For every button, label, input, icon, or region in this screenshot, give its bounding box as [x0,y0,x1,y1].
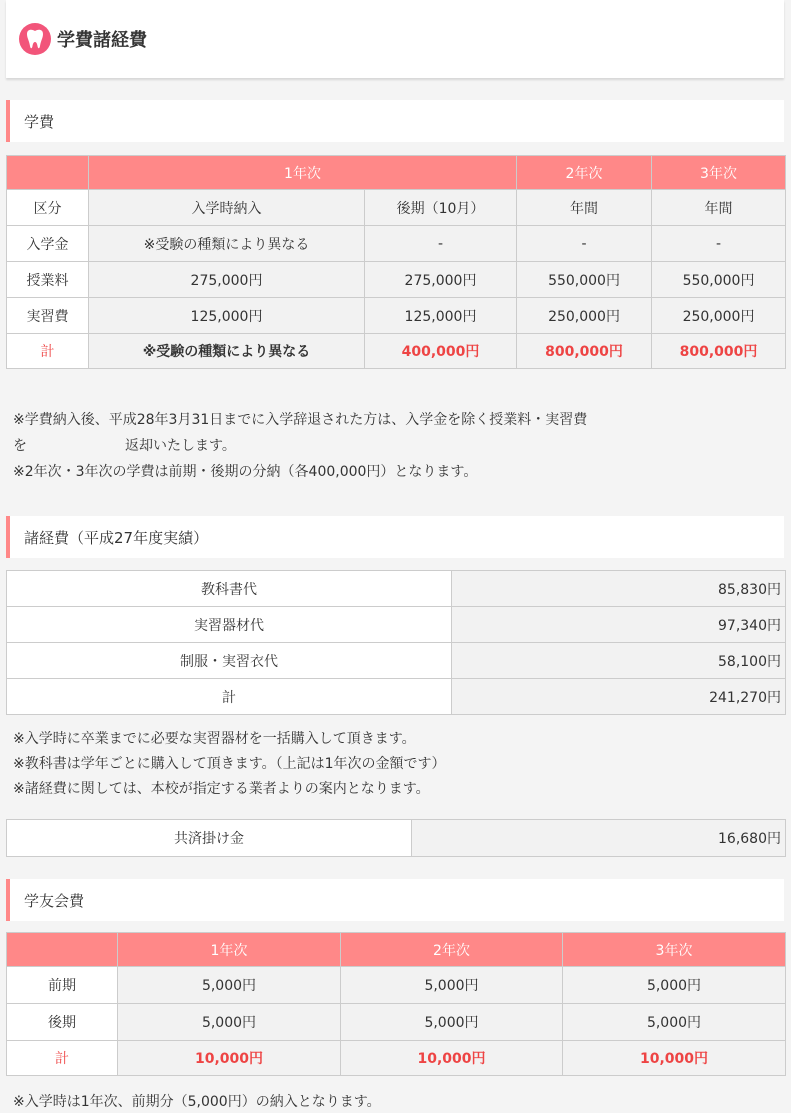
cell: 5,000円 [563,1004,786,1041]
tuition-table [6,155,786,369]
header-year1: 1年次 [118,933,341,967]
row-label: 区分 [7,190,89,226]
table-subheader-row [7,190,786,226]
expense-value: 97,340円 [452,607,786,643]
table-header-row [7,156,786,190]
alumni-table [6,932,786,1076]
cell: - [365,226,517,262]
mutual-aid-table [6,819,786,857]
expense-value: 241,270円 [452,679,786,715]
table-row [7,298,786,334]
cell: 5,000円 [341,967,563,1004]
cell: 275,000円 [89,262,365,298]
row-label: 後期 [7,1004,118,1041]
expenses-notes [13,727,446,802]
header-blank-cell [7,933,118,967]
total-cell: 800,000円 [652,334,786,369]
expense-label: 実習器材代 [7,607,452,643]
row-label: 入学金 [7,226,89,262]
cell: 5,000円 [341,1004,563,1041]
page-header [6,0,784,78]
total-label: 計 [7,1041,118,1076]
cell: 入学時納入 [89,190,365,226]
expense-label: 教科書代 [7,571,452,607]
total-cell: 400,000円 [365,334,517,369]
tuition-notes [13,407,587,485]
cell: 後期（10月） [365,190,517,226]
cell: - [652,226,786,262]
table-row [7,262,786,298]
cell: 250,000円 [517,298,652,334]
header-year2: 2年次 [341,933,563,967]
row-label: 前期 [7,967,118,1004]
total-cell: 10,000円 [118,1041,341,1076]
table-row [7,643,786,679]
cell: 年間 [517,190,652,226]
table-row [7,967,786,1004]
tooth-icon [19,23,51,55]
table-row [7,1004,786,1041]
total-cell: 10,000円 [563,1041,786,1076]
section-heading-alumni: 学友会費 [6,879,784,921]
expense-value: 58,100円 [452,643,786,679]
section-heading-expenses: 諸経費（平成27年度実績） [6,516,784,558]
mutual-aid-label: 共済掛け金 [7,820,412,857]
note-line: ※2年次・3年次の学費は前期・後期の分納（各400,000円）となります。 [13,464,478,480]
note-line: を 返却いたします。 [13,438,236,454]
note-line: ※入学時は1年次、前期分（5,000円）の納入となります。 [13,1094,381,1110]
header-blank-cell [7,156,89,190]
page-title: 学費諸経費 [57,30,147,51]
cell: 250,000円 [652,298,786,334]
expense-label: 計 [7,679,452,715]
table-total-row [7,679,786,715]
table-total-row [7,334,786,369]
header-year1: 1年次 [89,156,517,190]
cell: 年間 [652,190,786,226]
table-row [7,607,786,643]
total-cell: ※受験の種類により異なる [89,334,365,369]
total-cell: 10,000円 [341,1041,563,1076]
cell: ※受験の種類により異なる [89,226,365,262]
section-heading-tuition: 学費 [6,100,784,142]
cell: 550,000円 [652,262,786,298]
cell: 275,000円 [365,262,517,298]
table-row [7,226,786,262]
expense-value: 85,830円 [452,571,786,607]
expense-label: 制服・実習衣代 [7,643,452,679]
cell: 125,000円 [89,298,365,334]
cell: 5,000円 [563,967,786,1004]
header-year2: 2年次 [517,156,652,190]
cell: 5,000円 [118,1004,341,1041]
cell: - [517,226,652,262]
header-year3: 3年次 [652,156,786,190]
table-row [7,820,786,857]
total-label: 計 [7,334,89,369]
row-label: 実習費 [7,298,89,334]
cell: 550,000円 [517,262,652,298]
note-line: ※教科書は学年ごとに購入して頂きます。（上記は1年次の金額です） [13,756,446,772]
note-line: ※諸経費に関しては、本校が指定する業者よりの案内となります。 [13,781,430,797]
cell: 5,000円 [118,967,341,1004]
table-row [7,571,786,607]
note-line: ※学費納入後、平成28年3月31日までに入学辞退された方は、入学金を除く授業料・実習費 [13,412,588,428]
alumni-notes [13,1089,381,1113]
cell: 125,000円 [365,298,517,334]
table-header-row [7,933,786,967]
expenses-table [6,570,786,715]
note-line: ※入学時に卒業までに必要な実習器材を一括購入して頂きます。 [13,731,416,747]
table-total-row [7,1041,786,1076]
header-year3: 3年次 [563,933,786,967]
total-cell: 800,000円 [517,334,652,369]
row-label: 授業料 [7,262,89,298]
mutual-aid-value: 16,680円 [412,820,786,857]
